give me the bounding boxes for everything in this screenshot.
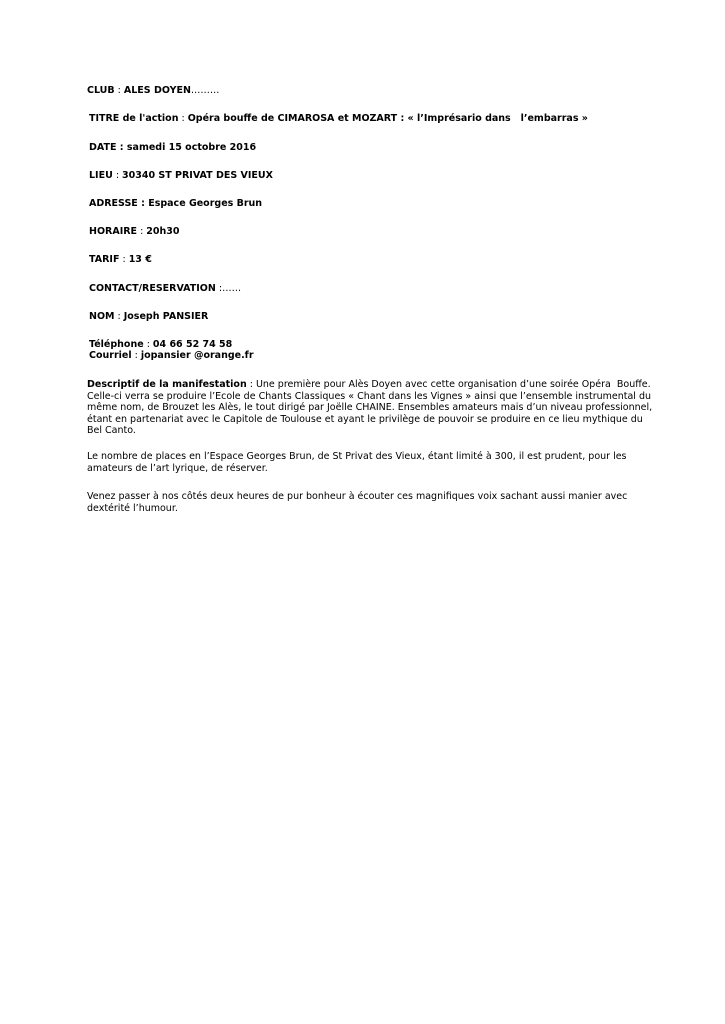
horaire-value: 20h30 (146, 226, 180, 237)
courriel-field (89, 350, 254, 362)
invitation-line: Venez passer à nos côtés deux heures de pur bonheur à écouter ces magnifiques voix sachant aussi manier avec (87, 491, 628, 502)
telephone-field (89, 339, 232, 351)
horaire-separator: : (137, 226, 147, 237)
descriptif-line: Celle-ci verra se produire l’Ecole de Chants Classiques « Chant dans les Vignes » ainsi que l’ensemble instrumental du (87, 390, 652, 402)
lieu-separator: : (112, 170, 123, 181)
club-trail: ……… (190, 85, 220, 96)
nom-separator: : (114, 311, 124, 322)
invitation-paragraph (87, 491, 647, 514)
courriel-separator: : (131, 350, 141, 361)
telephone-label: Téléphone (89, 339, 144, 350)
lieu-label: LIEU (89, 170, 113, 181)
titre-label: TITRE de l'action (89, 113, 179, 124)
descriptif-line: même nom, de Brouzet les Alès, le tout dirigé par Joëlle CHAINE. Ensembles amateurs mais d’un niveau professionnel, (87, 402, 653, 414)
places-paragraph (87, 451, 647, 474)
club-field (87, 85, 219, 97)
contact-trail: …… (222, 283, 242, 294)
titre-value: Opéra bouffe de CIMAROSA et MOZART : « l’Imprésario dans l’embarras » (187, 113, 588, 124)
descriptif-line: étant en partenariat avec le Capitole de Toulouse et ayant le privilège de pouvoir se produire en ce lieu mythique du (87, 413, 643, 425)
club-value: ALES DOYEN (123, 85, 191, 96)
lieu-field (89, 170, 273, 182)
date-field: DATE : samedi 15 octobre 2016 (89, 142, 257, 153)
descriptif-paragraph (87, 379, 653, 437)
contact-field (89, 283, 241, 295)
titre-separator: : (178, 113, 188, 124)
descriptif-line: Bel Canto. (87, 425, 136, 437)
courriel-value: jopansier @orange.fr (140, 350, 254, 361)
telephone-separator: : (143, 339, 153, 350)
horaire-field (89, 226, 180, 238)
titre-field (89, 113, 588, 125)
invitation-line: dextérité l’humour. (87, 502, 178, 514)
descriptif-text: : Une première pour Alès Doyen avec cette organisation d’une soirée Opéra Bouffe. (246, 379, 651, 390)
nom-value: Joseph PANSIER (123, 311, 209, 322)
courriel-label: Courriel (89, 350, 132, 361)
horaire-label: HORAIRE (89, 226, 138, 237)
tarif-field (89, 254, 152, 266)
nom-field (89, 311, 208, 323)
places-line: amateurs de l’art lyrique, de réserver. (87, 462, 268, 474)
lieu-value: 30340 ST PRIVAT DES VIEUX (122, 170, 273, 181)
descriptif-label: Descriptif de la manifestation (87, 379, 247, 390)
nom-label: NOM (89, 311, 115, 322)
contact-label: CONTACT/RESERVATION (89, 283, 216, 294)
club-label: CLUB (87, 85, 115, 96)
places-line: Le nombre de places en l’Espace Georges Brun, de St Privat des Vieux, étant limité à 300, il est prudent, pour les (87, 451, 627, 462)
telephone-value: 04 66 52 74 58 (152, 339, 233, 350)
tarif-value: 13 € (128, 254, 152, 265)
club-separator: : (114, 85, 124, 96)
descriptif-line (87, 379, 651, 391)
tarif-label: TARIF (89, 254, 120, 265)
adresse-field: ADRESSE : Espace Georges Brun (89, 198, 263, 209)
contact-separator: : (215, 283, 223, 294)
tarif-separator: : (119, 254, 129, 265)
